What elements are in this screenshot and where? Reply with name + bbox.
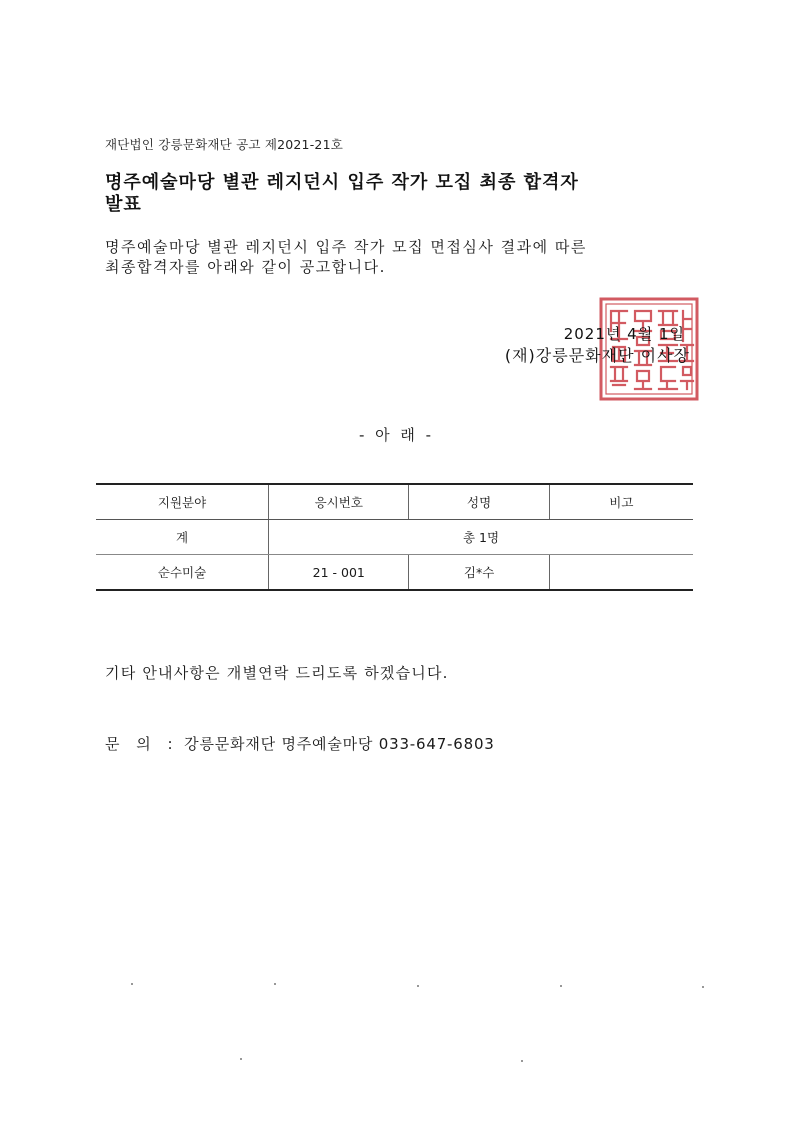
contact-info [105,733,495,754]
total-value: 총 1명 [269,520,693,555]
cell-name: 김*수 [409,555,549,591]
results-table [96,483,693,591]
total-row [96,520,693,555]
header-name: 성명 [409,484,549,520]
scan-speck [702,986,704,988]
table-row [96,555,693,591]
cell-field: 순수미술 [96,555,269,591]
page-title [105,172,705,216]
scan-speck [240,1058,242,1060]
intro-line-2: 최종합격자를 아래와 같이 공고합니다. [105,258,386,276]
title-line-1: 명주예술마당 별관 레지던시 입주 작가 모집 최종 합격자 [105,172,579,193]
contact-label: 문 의 : [105,735,179,753]
scan-speck [521,1060,523,1062]
header-number: 응시번호 [269,484,409,520]
issuer-name: (재)강릉문화재단 이사장 [504,346,690,365]
intro-paragraph [105,237,705,277]
announcement-date: 2021년 4월 1일 [563,325,685,343]
contact-text: 강릉문화재단 명주예술마당 033-647-6803 [184,735,495,753]
scan-speck [417,985,419,987]
header-note: 비고 [549,484,693,520]
intro-line-1: 명주예술마당 별관 레지던시 입주 작가 모집 면접심사 결과에 따른 [105,238,587,256]
total-label: 계 [96,520,269,555]
cell-note [549,555,693,591]
scan-speck [560,985,562,987]
scan-speck [274,983,276,985]
cell-number: 21 - 001 [269,555,409,591]
notice-number: 재단법인 강릉문화재단 공고 제2021-21호 [105,137,343,152]
scan-speck [131,983,133,985]
table-header-row [96,484,693,520]
header-field: 지원분야 [96,484,269,520]
section-heading: - 아 래 - [358,426,435,444]
title-line-2: 발표 [105,194,142,215]
other-info: 기타 안내사항은 개별연락 드리도록 하겠습니다. [105,664,449,682]
